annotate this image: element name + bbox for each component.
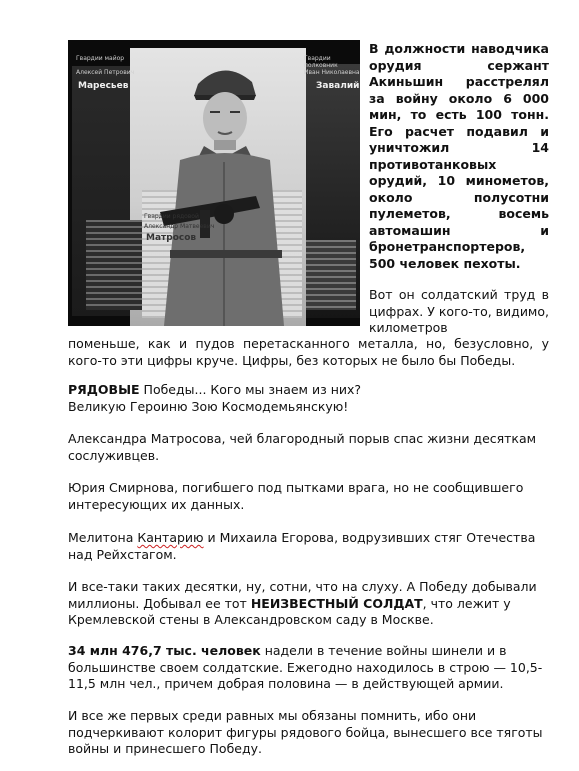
unknown-soldier-paragraph bbox=[68, 579, 549, 629]
privates-heading: РЯДОВЫЕ bbox=[68, 382, 140, 397]
unknown-before: И все-таки таких десятки, ну, сотни, что на слуху. А Победу добывали миллионы. Добывал ее тот bbox=[68, 579, 537, 611]
intro-paragraph-full: поменьше, как и пудов перетасканного металла, но, безусловно, у кого-то эти цифры круче. Цифры, без которых не было бы Победы. bbox=[68, 336, 549, 368]
soldier-figure bbox=[160, 62, 288, 326]
stats-paragraph bbox=[68, 643, 549, 693]
intro-bold-paragraph: В должности наводчика орудия сержант Акиньшин расстрелял за войну около 6 000 мин, то есть 100 тонн. Его расчет подавил и уничтожил 14 противотанковых орудий, 10 минометов, около полусотни пулеметов, восемь автомашин и бронетранспортеров, 500 человек пехоты. bbox=[369, 41, 549, 271]
unknown-soldier-bold: НЕИЗВЕСТНЫЙ СОЛДАТ bbox=[250, 595, 423, 611]
left-caption-name: Алексей Петрович bbox=[76, 69, 135, 76]
left-document-scan bbox=[86, 220, 142, 310]
intro-paragraph-right: Вот он солдатский труд в цифрах. У кого-то, видимо, километров bbox=[369, 287, 549, 335]
privates-paragraph bbox=[68, 382, 549, 415]
kantaria-paragraph bbox=[68, 530, 549, 563]
privates-line-2: Великую Героиню Зою Космодемьянскую! bbox=[68, 398, 349, 414]
left-caption-surname: Маресьев bbox=[78, 81, 129, 91]
right-caption-name: Иван Николаевна bbox=[304, 69, 360, 76]
privates-lead-text: Победы... Кого мы знаем из них? bbox=[139, 382, 362, 397]
unknown-after: , что лежит у Кремлевской стены в Александровском саду в Москве. bbox=[68, 595, 511, 627]
smirnov-paragraph: Юрия Смирнова, погибшего под пытками врага, но не сообщившего интересующих их данных. bbox=[68, 480, 524, 512]
stats-rest: надели в течение войны шинели и в большинстве своем солдатские. Ежегодно находилось в строю — 10,5-11,5 млн чел., причем добрая половина — в действующей армии. bbox=[68, 643, 543, 691]
right-caption-rank: Гвардии полковник bbox=[304, 55, 338, 69]
soldier-collage-image bbox=[68, 40, 360, 326]
kantaria-before: Мелитона bbox=[68, 530, 138, 545]
kantaria-after: и Михаила Егорова, водрузивших стяг Отечества над Рейхстагом. bbox=[68, 530, 536, 562]
center-caption-name: Александр Матвеевич bbox=[144, 223, 215, 230]
left-caption-rank: Гвардии майор bbox=[76, 55, 125, 62]
kantaria-name: Кантарию bbox=[137, 530, 204, 545]
closing-paragraph: И все же первых среди равных мы обязаны помнить, ибо они подчеркивают колорит фигуры рядового бойца, вынесшего все тяготы войны и принесшего Победу. bbox=[68, 708, 543, 756]
right-caption-surname: Завалий bbox=[316, 81, 360, 91]
center-caption-rank: Гвардии рядовой bbox=[144, 213, 199, 220]
center-caption-surname: Матросов bbox=[146, 233, 197, 243]
stats-bold: 34 млн 476,7 тыс. человек bbox=[68, 643, 261, 658]
matrosov-paragraph: Александра Матросова, чей благородный порыв спас жизни десяткам сослуживцев. bbox=[68, 431, 537, 463]
right-document-scan bbox=[306, 240, 356, 310]
